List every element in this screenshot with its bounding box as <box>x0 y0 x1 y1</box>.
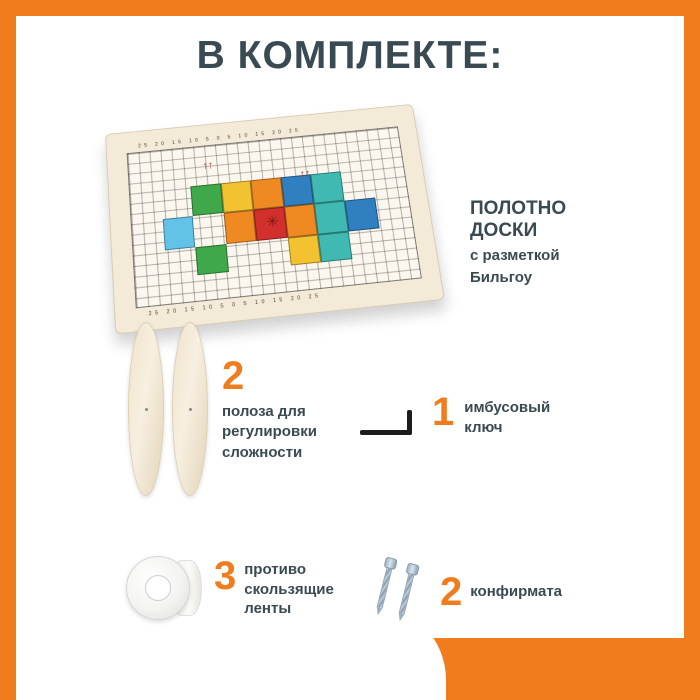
board-grid <box>127 126 422 318</box>
hex-key-icon <box>360 404 420 444</box>
screw-2-thread <box>399 574 414 614</box>
board-color-green-left <box>190 183 223 216</box>
runners-label-line1: полоза для <box>222 403 306 420</box>
page-title: В КОМПЛЕКТЕ: <box>196 34 504 77</box>
tape-qty: 3 <box>214 554 237 598</box>
runner-left-hole <box>145 408 148 411</box>
board-scale-top: 25 20 15 10 5 0 5 10 15 20 25 <box>137 127 302 150</box>
board-surface <box>105 104 445 335</box>
tape-label <box>244 560 334 619</box>
screws-qty: 2 <box>440 570 463 614</box>
board-sublabel-line1: с разметкой <box>470 246 560 264</box>
tape-illustration <box>126 556 212 620</box>
runners-label-line2: регулировки <box>222 423 317 441</box>
hex-key-label-line2: ключ <box>464 418 503 436</box>
board-color-blue-right <box>345 198 380 231</box>
tape-roll-core <box>145 575 171 601</box>
board-scale-bottom: 25 20 15 10 5 0 5 10 15 20 25 <box>148 293 322 318</box>
board-color-yellow-left <box>221 180 254 213</box>
tape-label-line2: скользящие <box>244 580 334 598</box>
board-color-yellow-bottom <box>288 234 322 265</box>
runners-item <box>222 356 382 463</box>
board-color-orange-top <box>251 177 284 210</box>
hex-key-qty: 1 <box>432 390 455 434</box>
board-illustration <box>110 112 450 327</box>
frame-right-bar <box>684 0 700 700</box>
hex-key-label-line1: имбусовый <box>464 399 551 416</box>
screw-1-tip <box>375 607 383 616</box>
runners-illustration <box>124 322 214 494</box>
screws-illustration <box>378 556 448 628</box>
frame-left-bar <box>0 0 16 700</box>
board-sublabel-line2: Бильгоу <box>470 268 533 286</box>
board-label-line2: ДОСКИ <box>470 220 538 242</box>
runners-label <box>222 402 382 463</box>
board-color-orange-left <box>223 210 257 244</box>
board-color-green-bottom <box>195 244 228 275</box>
frame-top-bar <box>0 0 700 16</box>
screw-2-tip <box>397 613 405 622</box>
board-color-teal-bottom <box>318 231 352 262</box>
hex-key-short-arm <box>407 410 412 435</box>
hex-key-label <box>464 398 550 437</box>
board-arrow-right: ↑↑ <box>298 167 312 180</box>
board-center-mark: ✳ <box>265 212 280 231</box>
runner-right <box>172 322 208 496</box>
screws-label: конфирмата <box>470 583 563 601</box>
tape-label-line1: противо <box>244 561 307 578</box>
board-color-teal-right <box>314 201 348 234</box>
board-color-teal-top <box>311 171 345 204</box>
board-label-line1: ПОЛОТНО <box>470 198 567 219</box>
runners-qty: 2 <box>222 354 245 398</box>
runner-left <box>128 322 164 496</box>
runner-right-hole <box>189 408 192 411</box>
hex-key-long-arm <box>360 430 412 435</box>
screw-2 <box>394 563 420 624</box>
screws-item <box>440 572 562 612</box>
tape-label-line3: ленты <box>244 600 292 617</box>
board-color-lightblue-left <box>162 216 195 250</box>
board-arrow-left: ↑↑ <box>202 159 214 172</box>
board-color-blue-top <box>281 174 315 207</box>
hex-key-item <box>432 392 612 437</box>
screw-1-thread <box>377 568 392 608</box>
board-color-orange-right <box>284 204 318 238</box>
tape-item <box>214 556 384 619</box>
runners-label-line3: сложности <box>222 443 303 461</box>
board-label <box>470 198 660 287</box>
